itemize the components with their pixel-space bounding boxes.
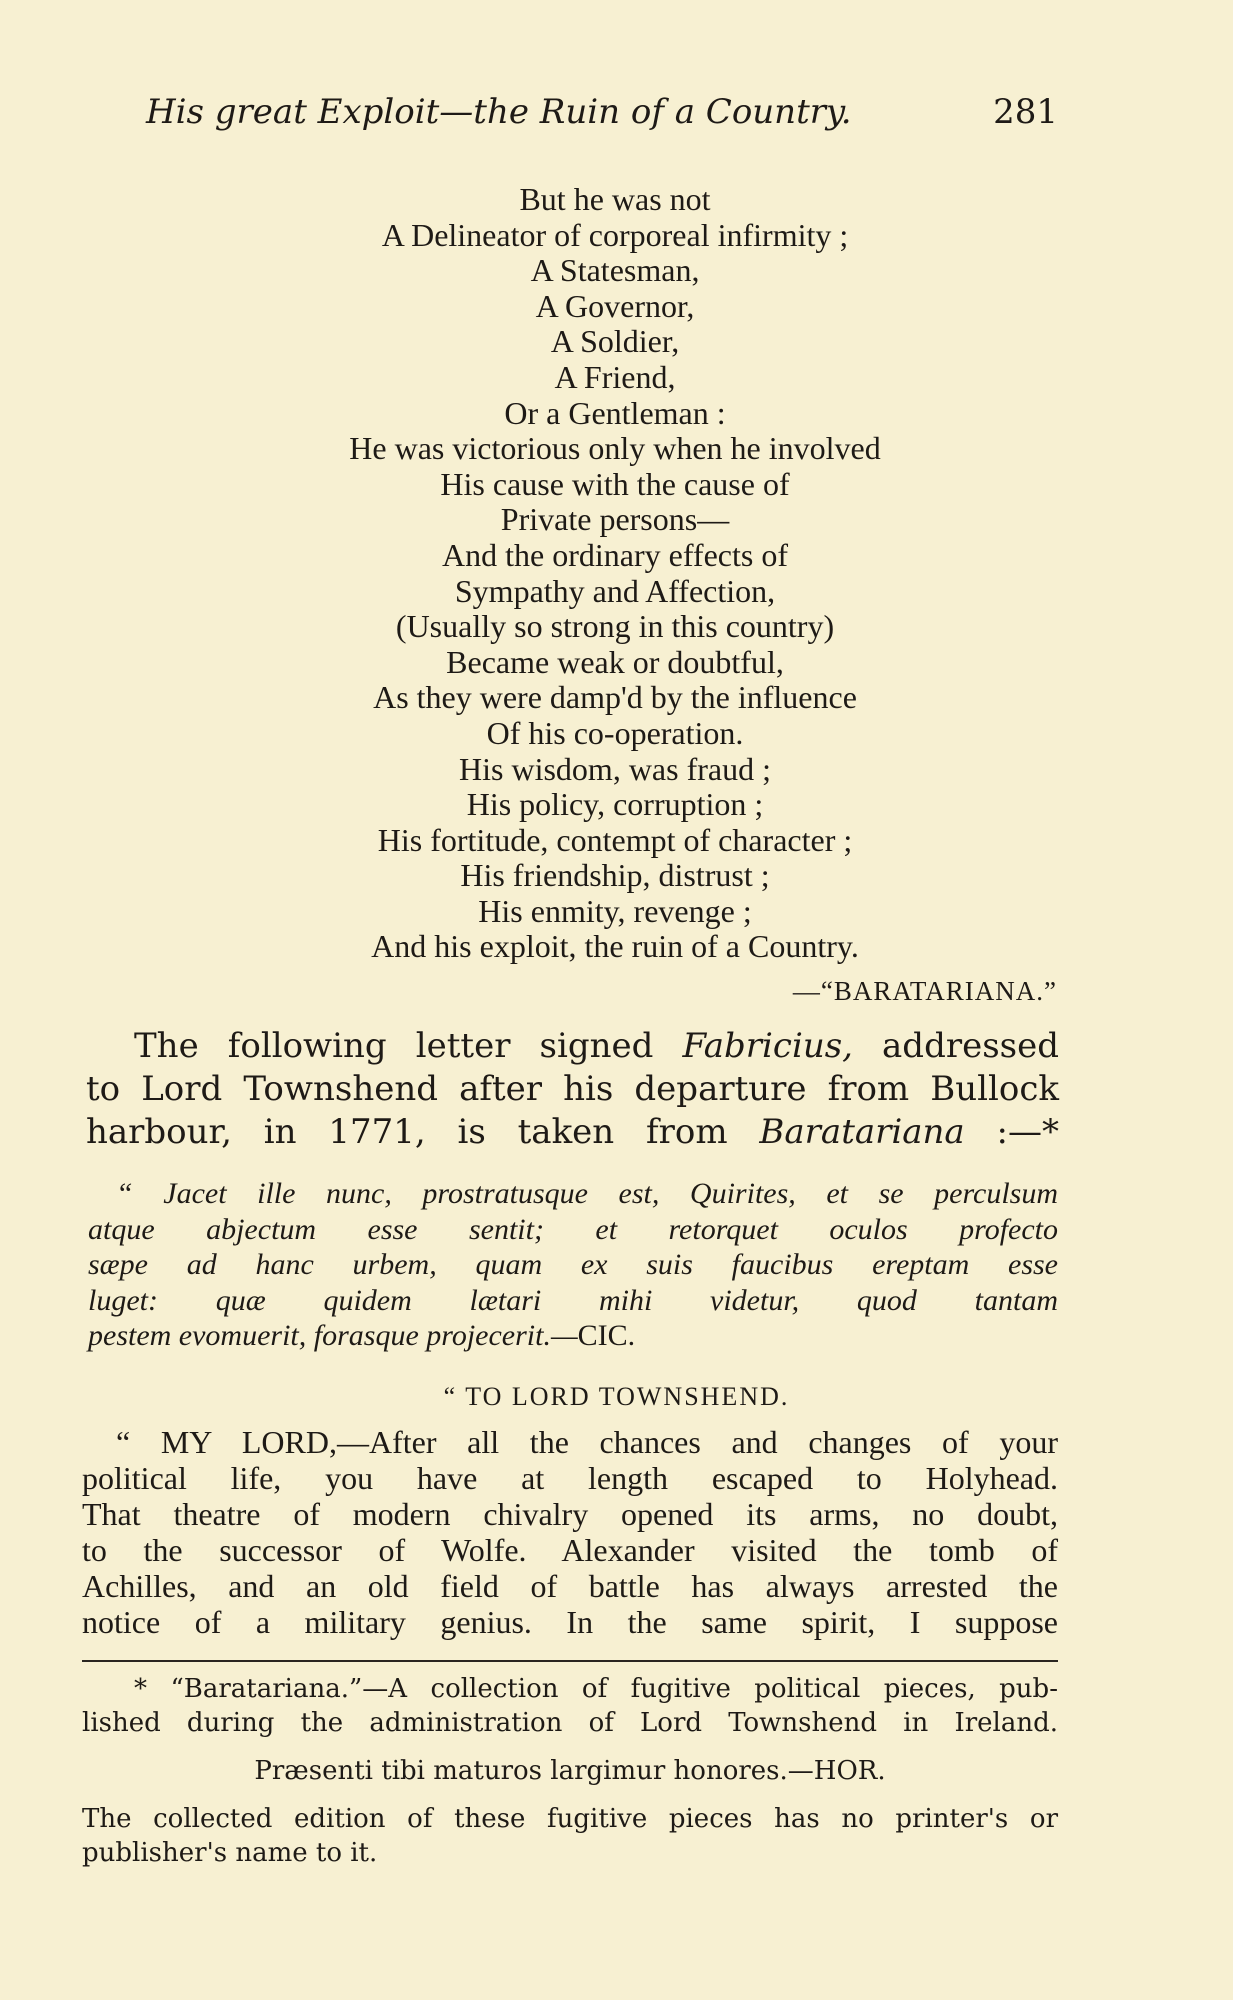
letter-line: “ MY LORD,—After all the chances and changes of your — [116, 1424, 1058, 1460]
intro-line: to Lord Townshend after his departure from Bullock — [86, 1069, 1059, 1109]
poem-line: Sympathy and Affection, — [454, 572, 776, 609]
intro-name-fabricius: Fabricius, — [682, 1026, 853, 1066]
poem-block — [200, 182, 1030, 965]
latin-citation: CIC. — [577, 1319, 636, 1352]
letter-line: political life, you have at length escaped to Holyhead. — [82, 1460, 1058, 1496]
intro-text: :—* — [964, 1112, 1059, 1152]
poem-line: A Soldier, — [550, 323, 680, 360]
poem-line: Private persons— — [500, 501, 730, 538]
poem-attribution: —“BARATARIANA.” — [792, 976, 1057, 1006]
letter-line: to the successor of Wolfe. Alexander visited the tomb of — [82, 1532, 1058, 1568]
latin-line: sæpe ad hanc urbem, quam ex suis faucibus ereptam esse — [88, 1248, 1058, 1281]
latin-line: “ Jacet ille nunc, prostratusque est, Quirites, et se perculsum — [116, 1177, 1058, 1210]
page-number: 281 — [993, 92, 1058, 132]
intro-text: harbour, in 1771, is taken from — [86, 1112, 760, 1152]
poem-line: He was victorious only when he involved — [349, 430, 881, 467]
footnote-line: * “Baratariana.”—A collection of fugitive political pieces, pub- — [134, 1674, 1058, 1704]
running-header — [146, 92, 1058, 148]
letter-line: notice of a military genius. In the same spirit, I suppose — [82, 1604, 1058, 1640]
latin-epigraph — [88, 1176, 1058, 1354]
letter-line: Achilles, and an old field of battle has always arrested the — [82, 1568, 1058, 1604]
latin-text: pestem evomuerit, forasque projecerit.— — [88, 1319, 578, 1352]
intro-text: The following letter signed — [134, 1026, 683, 1066]
footnote-line: The collected edition of these fugitive pieces has no printer's or — [82, 1804, 1058, 1834]
poem-line: As they were damp'd by the influence — [373, 679, 857, 716]
intro-paragraph — [86, 1025, 1059, 1154]
footnote-line: lished during the administration of Lord Townshend in Ireland. — [82, 1708, 1058, 1738]
poem-line: A Governor, — [535, 287, 695, 324]
poem-line: And the ordinary effects of — [442, 536, 788, 573]
letter-line: That theatre of modern chivalry opened its arms, no doubt, — [82, 1496, 1058, 1532]
poem-line: His cause with the cause of — [440, 465, 790, 502]
latin-line: luget: quæ quidem lætari mihi videtur, quod tantam — [88, 1283, 1058, 1317]
poem-line: A Statesman, — [530, 252, 700, 289]
footnote-divider — [82, 1660, 1058, 1662]
poem-line: (Usually so strong in this country) — [395, 608, 835, 645]
poem-line: Of his co-operation. — [486, 714, 744, 751]
intro-title-baratariana: Baratariana — [759, 1112, 965, 1152]
intro-line — [86, 1111, 1059, 1154]
poem-line: His wisdom, was fraud ; — [459, 750, 771, 787]
poem-line: A Friend, — [554, 358, 676, 395]
poem-line: His enmity, revenge ; — [478, 892, 752, 929]
poem-line: His policy, corruption ; — [466, 786, 764, 823]
footnote-line: publisher's name to it. — [82, 1838, 378, 1868]
letter-heading: “ TO LORD TOWNSHEND. — [443, 1382, 790, 1411]
poem-line: Became weak or doubtful, — [446, 643, 784, 680]
intro-text: addressed — [852, 1026, 1059, 1066]
intro-line — [86, 1025, 1059, 1068]
poem-line: His fortitude, contempt of character ; — [377, 821, 853, 858]
letter-body — [82, 1424, 1058, 1640]
poem-line: His friendship, distrust ; — [460, 857, 770, 894]
latin-line: atque abjectum esse sentit; et retorquet oculos profecto — [88, 1212, 1058, 1246]
poem-line: And his exploit, the ruin of a Country. — [371, 928, 859, 965]
poem-line: A Delineator of corporeal infirmity ; — [381, 216, 849, 253]
latin-line — [88, 1318, 1058, 1354]
poem-line: But he was not — [519, 181, 711, 217]
footnote — [82, 1672, 1058, 1870]
running-title: His great Exploit—the Ruin of a Country. — [146, 92, 852, 132]
poem-line: Or a Gentleman : — [504, 394, 726, 431]
footnote-quote: Præsenti tibi maturos largimur honores.—HOR. — [254, 1756, 886, 1786]
